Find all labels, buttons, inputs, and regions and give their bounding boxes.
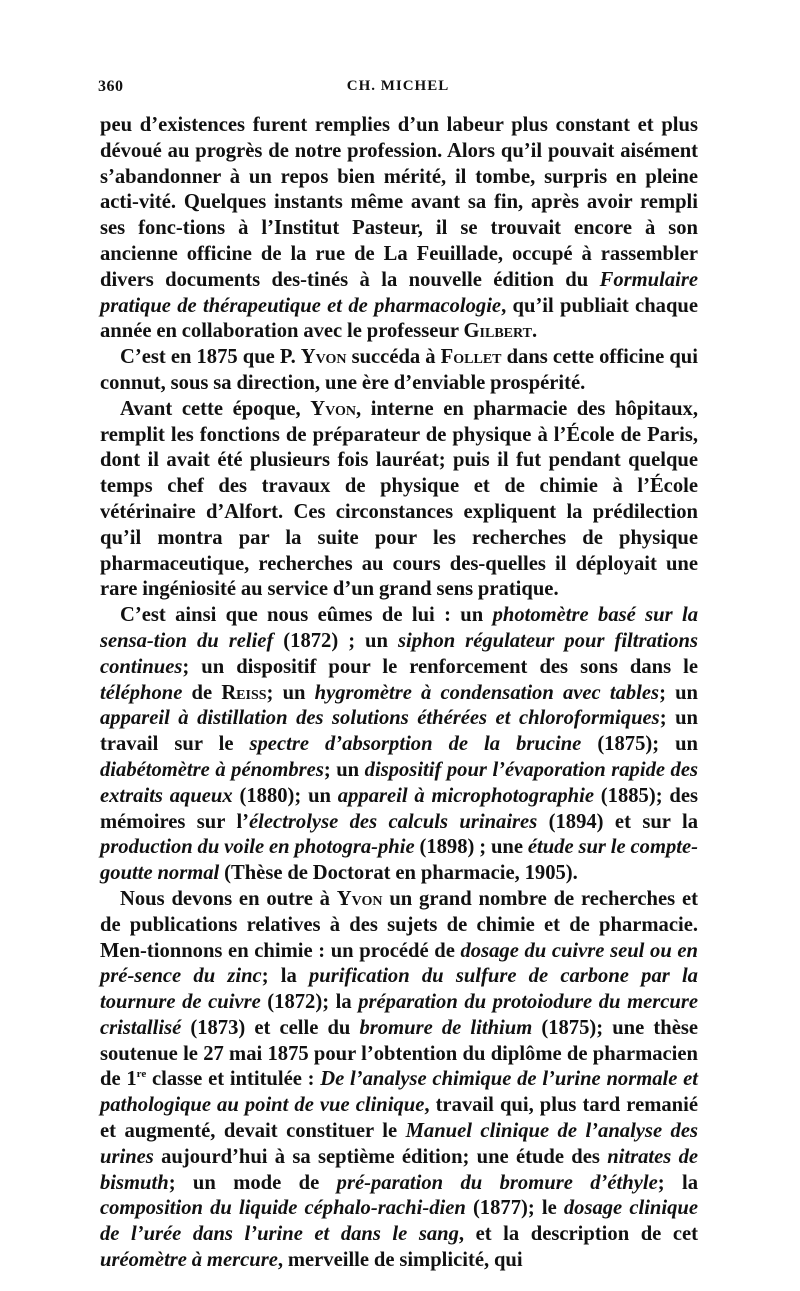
page-number: 360 [98,78,124,95]
body-text [100,113,698,1274]
paragraph: Avant cette époque, Yvon, interne en pharmacie des hôpitaux, remplit les fonctions de préparateur de physique à l’École de Paris, dont il avait été plusieurs fois lauréat; puis il fut pendant quelque temps chef des travaux de physique et de chimie à l’École vétérinaire d’Alfort. Ces circonstances expliquent la prédilection qu’il montra par la suite pour les recherches de physique pharmaceutique, recherches au cours des-quelles il déployait une rare ingéniosité au service d’un grand sens pratique. [100,397,698,601]
paragraph: C’est en 1875 que P. Yvon succéda à Follet dans cette officine qui connut, sous sa direction, une ère d’enviable prospérité. [100,346,698,394]
page-header [98,78,698,102]
paragraph: Nous devons en outre à Yvon un grand nombre de recherches et de publications relatives à des sujets de chimie et de pharmacie. Men-tionnons en chimie : un procédé de dosage du cuivre seul ou en pré-sence du zinc; la purification du sulfure de carbone par la tournure de cuivre (1872); la préparation du protoiodure du mercure cristallisé (1873) et celle du bromure de lithium (1875); une thèse soutenue le 27 mai 1875 pour l’obtention du diplôme de pharmacien de 1re classe et intitulée : De l’analyse chimique de l’urine normale et pathologique au point de vue clinique, travail qui, plus tard remanié et augmenté, devait constituer le Manuel clinique de l’analyse des urines aujourd’hui à sa septième édition; une étude des nitrates de bismuth; un mode de pré-paration du bromure d’éthyle; la composition du liquide céphalo-rachi-dien (1877); le dosage clinique de l’urée dans l’urine et dans le sang, et la description de cet uréomètre à mercure, merveille de simplicité, qui [100,887,699,1272]
running-head: CH. MICHEL [346,78,450,94]
paragraph: peu d’existences furent remplies d’un labeur plus constant et plus dévoué au progrès de notre profession. Alors qu’il pouvait aisément s’abandonner à un repos bien mérité, il tombe, surpris en pleine acti-vité. Quelques instants même avant sa fin, après avoir rempli ses fonc-tions à l’Institut Pasteur, il se trouvait encore à son ancienne officine de la rue de La Feuillade, occupé à rassembler divers documents des-tinés à la nouvelle édition du Formulaire pratique de thérapeutique et de pharmacologie, qu’il publiait chaque année en collaboration avec le professeur Gilbert. [100,114,698,343]
paragraph: C’est ainsi que nous eûmes de lui : un photomètre basé sur la sensa-tion du relief (1872) ; un siphon régulateur pour filtrations continues; un dispositif pour le renforcement des sons dans le téléphone de Reiss; un hygromètre à condensation avec tables; un appareil à distillation des solutions éthérées et chloroformiques; un travail sur le spectre d’absorption de la brucine (1875); un diabétomètre à pénombres; un dispositif pour l’évaporation rapide des extraits aqueux (1880); un appareil à microphotographie (1885); des mémoires sur l’électrolyse des calculs urinaires (1894) et sur la production du voile en photogra-phie (1898) ; une étude sur le compte-goutte normal (Thèse de Doctorat en pharmacie, 1905). [100,604,699,885]
